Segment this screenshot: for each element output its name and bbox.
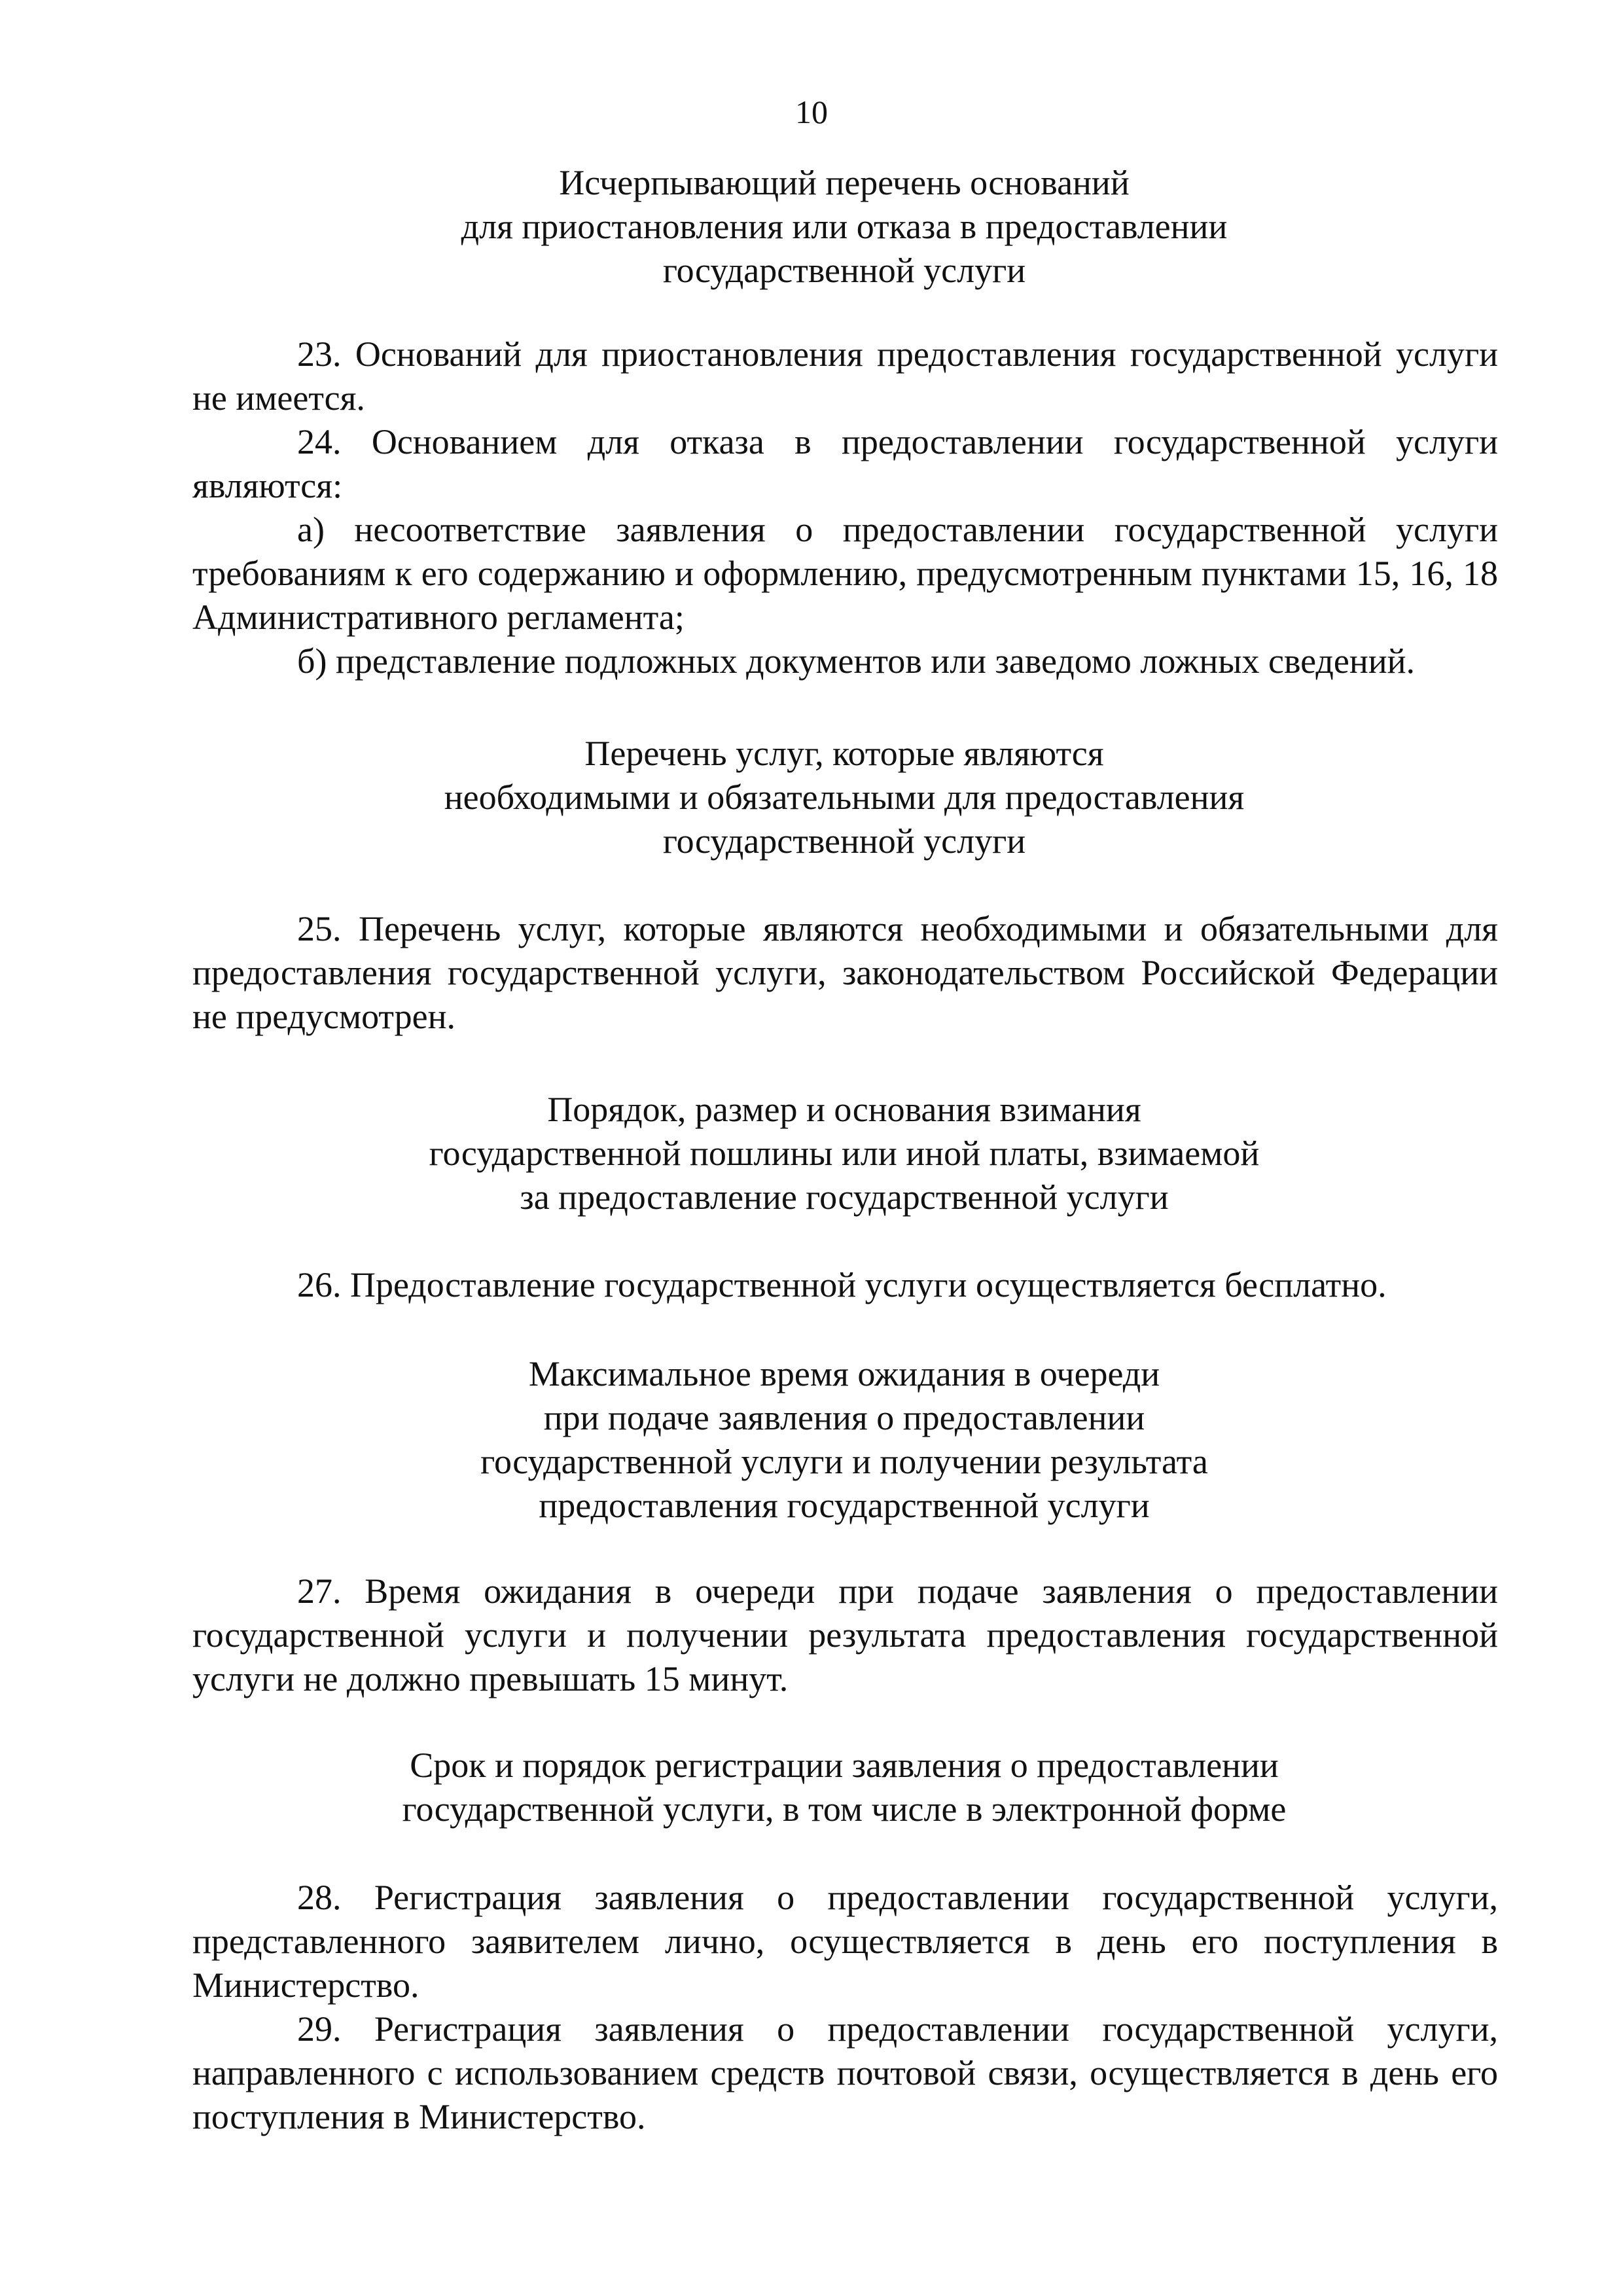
- heading-line: государственной пошлины или иной платы, взимаемой: [429, 1134, 1260, 1173]
- section-heading-waiting-time: [196, 1352, 1492, 1528]
- section-body-registration: [192, 1876, 1498, 2139]
- heading-line: предоставления государственной услуги: [539, 1486, 1150, 1525]
- paragraph-28: 28. Регистрация заявления о предоставлении государственной услуги, представленного заявителем лично, осуществляется в день его поступления в Министерство.: [192, 1878, 1498, 2005]
- heading-line: Срок и порядок регистрации заявления о предоставлении: [410, 1746, 1279, 1785]
- paragraph-29: 29. Регистрация заявления о предоставлении государственной услуги, направленного с использованием средств почтовой связи, осуществляется в день его поступления в Министерство.: [192, 2009, 1498, 2136]
- section-heading-registration: [196, 1744, 1492, 1831]
- section-heading-mandatory-services: [196, 732, 1492, 863]
- section-body-grounds-refusal: [192, 332, 1498, 683]
- paragraph-24-a: а) несоответствие заявления о предоставлении государственной услуги требованиям к его содержанию и оформлению, предусмотренным пунктами 15, 16, 18 Административного регламента;: [192, 510, 1498, 637]
- heading-line: государственной услуги и получении результата: [480, 1442, 1208, 1481]
- heading-line: Максимальное время ожидания в очереди: [528, 1354, 1160, 1393]
- section-heading-state-fee: [196, 1088, 1492, 1219]
- section-body-mandatory-services: [192, 907, 1498, 1039]
- paragraph-26: 26. Предоставление государственной услуги осуществляется бесплатно.: [297, 1265, 1387, 1304]
- heading-line: государственной услуги: [662, 251, 1026, 290]
- heading-line: Исчерпывающий перечень оснований: [559, 163, 1130, 202]
- section-body-state-fee: [192, 1263, 1498, 1307]
- paragraph-24: 24. Основанием для отказа в предоставлении государственной услуги являются:: [192, 422, 1498, 505]
- heading-line: Порядок, размер и основания взимания: [547, 1090, 1141, 1129]
- paragraph-25: 25. Перечень услуг, которые являются необходимыми и обязательными для предоставления государственной услуги, законодательством Российской Федерации не предусмотрен.: [192, 909, 1498, 1036]
- paragraph-23: 23. Оснований для приостановления предоставления государственной услуги не имеется.: [192, 334, 1498, 418]
- heading-line: Перечень услуг, которые являются: [584, 734, 1104, 773]
- heading-line: при подаче заявления о предоставлении: [543, 1398, 1145, 1437]
- heading-line: государственной услуги, в том числе в электронной форме: [402, 1789, 1287, 1829]
- heading-line: за предоставление государственной услуги: [520, 1177, 1169, 1217]
- section-heading-grounds-refusal: [196, 161, 1492, 293]
- heading-line: необходимыми и обязательными для предоставления: [444, 778, 1245, 817]
- page-number: 10: [795, 94, 828, 130]
- paragraph-27: 27. Время ожидания в очереди при подаче заявления о предоставлении государственной услуги и получении результата предоставления государственной услуги не должно превышать 15 минут.: [192, 1571, 1498, 1698]
- section-body-waiting-time: [192, 1570, 1498, 1701]
- heading-line: для приостановления или отказа в предоставлении: [461, 207, 1228, 246]
- paragraph-24-b: б) представление подложных документов или заведомо ложных сведений.: [297, 641, 1416, 681]
- heading-line: государственной услуги: [662, 821, 1026, 861]
